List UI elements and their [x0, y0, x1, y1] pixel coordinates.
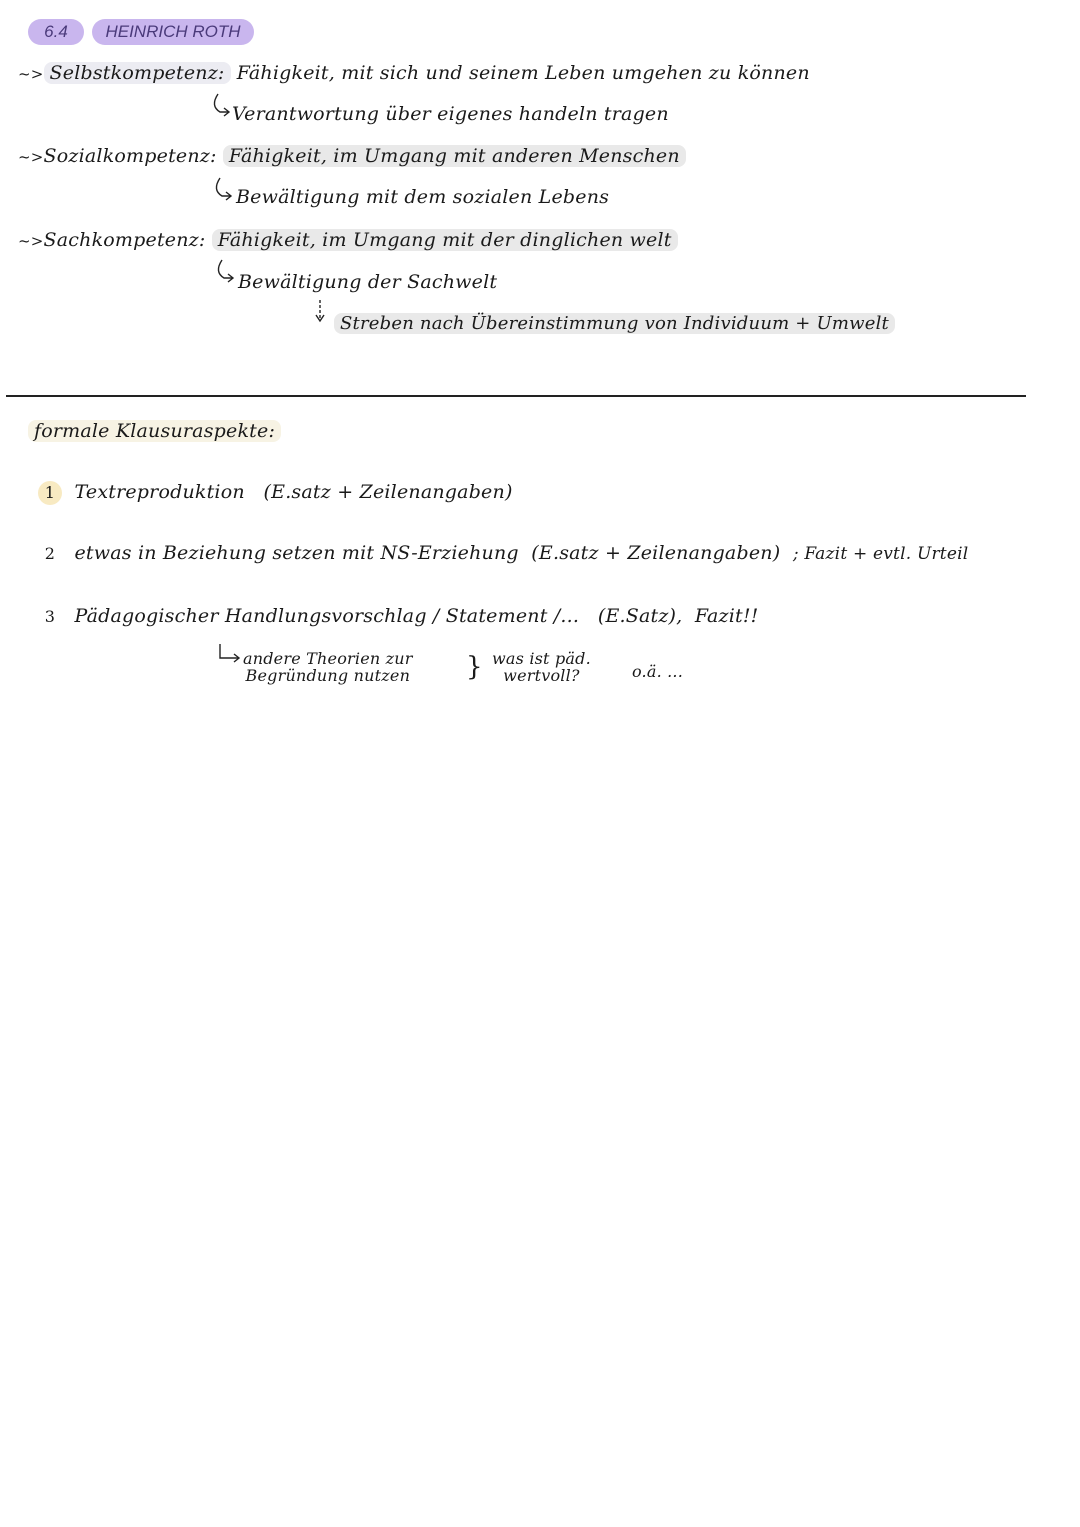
section-number: 6.4: [44, 22, 68, 41]
social-competence-line: [18, 145, 686, 167]
item-note: (E.satz + Zeilenangaben): [263, 481, 513, 503]
item-number: 3: [44, 607, 56, 626]
curved-arrow-icon: [212, 258, 236, 288]
item-number: 2: [44, 544, 56, 563]
subject-competence-label: Sachkompetenz:: [43, 229, 206, 251]
item-text: Textreproduktion: [74, 481, 245, 503]
arrow-prefix: ~>: [18, 148, 44, 166]
arrow-prefix: ~>: [18, 232, 44, 250]
subject-competence-sub: Bewältigung der Sachwelt: [238, 271, 498, 293]
title-badge: [92, 19, 254, 45]
self-competence-definition: Fähigkeit, mit sich und seinem Leben umgehen zu können: [236, 62, 810, 84]
section-number-badge: [28, 19, 84, 45]
self-competence-label: Selbstkompetenz:: [44, 62, 231, 84]
curved-arrow-icon: [210, 176, 234, 206]
item-note: (E.Satz),: [597, 605, 683, 627]
subject-competence-line: [18, 229, 678, 251]
exam-item-1: [38, 481, 513, 505]
divider: [6, 395, 1026, 397]
corner-arrow-icon: [216, 642, 244, 666]
item-number: 1: [38, 481, 62, 505]
item-text: etwas in Beziehung setzen mit NS-Erziehung: [74, 542, 519, 564]
self-competence-line: [18, 62, 810, 84]
subject-competence-sub2: Streben nach Übereinstimmung von Individuum + Umwelt: [334, 313, 895, 334]
sub-note-value: was ist päd. wertvoll?: [492, 649, 591, 685]
item-extra: Fazit!!: [694, 605, 759, 627]
page-title: HEINRICH ROTH: [105, 22, 241, 41]
item-text: Pädagogischer Handlungsvorschlag / Statement /...: [74, 605, 580, 627]
social-competence-definition: Fähigkeit, im Umgang mit anderen Menschen: [223, 145, 686, 167]
social-competence-sub: Bewältigung mit dem sozialen Lebens: [236, 186, 610, 208]
sub-note-theories: andere Theorien zur Begründung nutzen: [243, 649, 413, 685]
exam-item-2: [38, 542, 968, 564]
self-competence-sub: Verantwortung über eigenes handeln tragen: [232, 103, 669, 125]
curved-arrow-icon: [208, 92, 232, 122]
arrow-prefix: ~>: [18, 65, 44, 83]
exam-item-3: [38, 605, 759, 627]
sub-note-etc: o.ä. ...: [632, 662, 684, 681]
item-extra: ; Fazit + evtl. Urteil: [792, 544, 969, 564]
bracket-glyph: }: [466, 652, 483, 682]
subject-competence-definition: Fähigkeit, im Umgang mit der dinglichen welt: [212, 229, 678, 251]
item-note: (E.satz + Zeilenangaben): [531, 542, 781, 564]
exam-heading: formale Klausuraspekte:: [28, 420, 281, 442]
social-competence-label: Sozialkompetenz:: [43, 145, 217, 167]
down-arrow-icon: [313, 298, 327, 324]
